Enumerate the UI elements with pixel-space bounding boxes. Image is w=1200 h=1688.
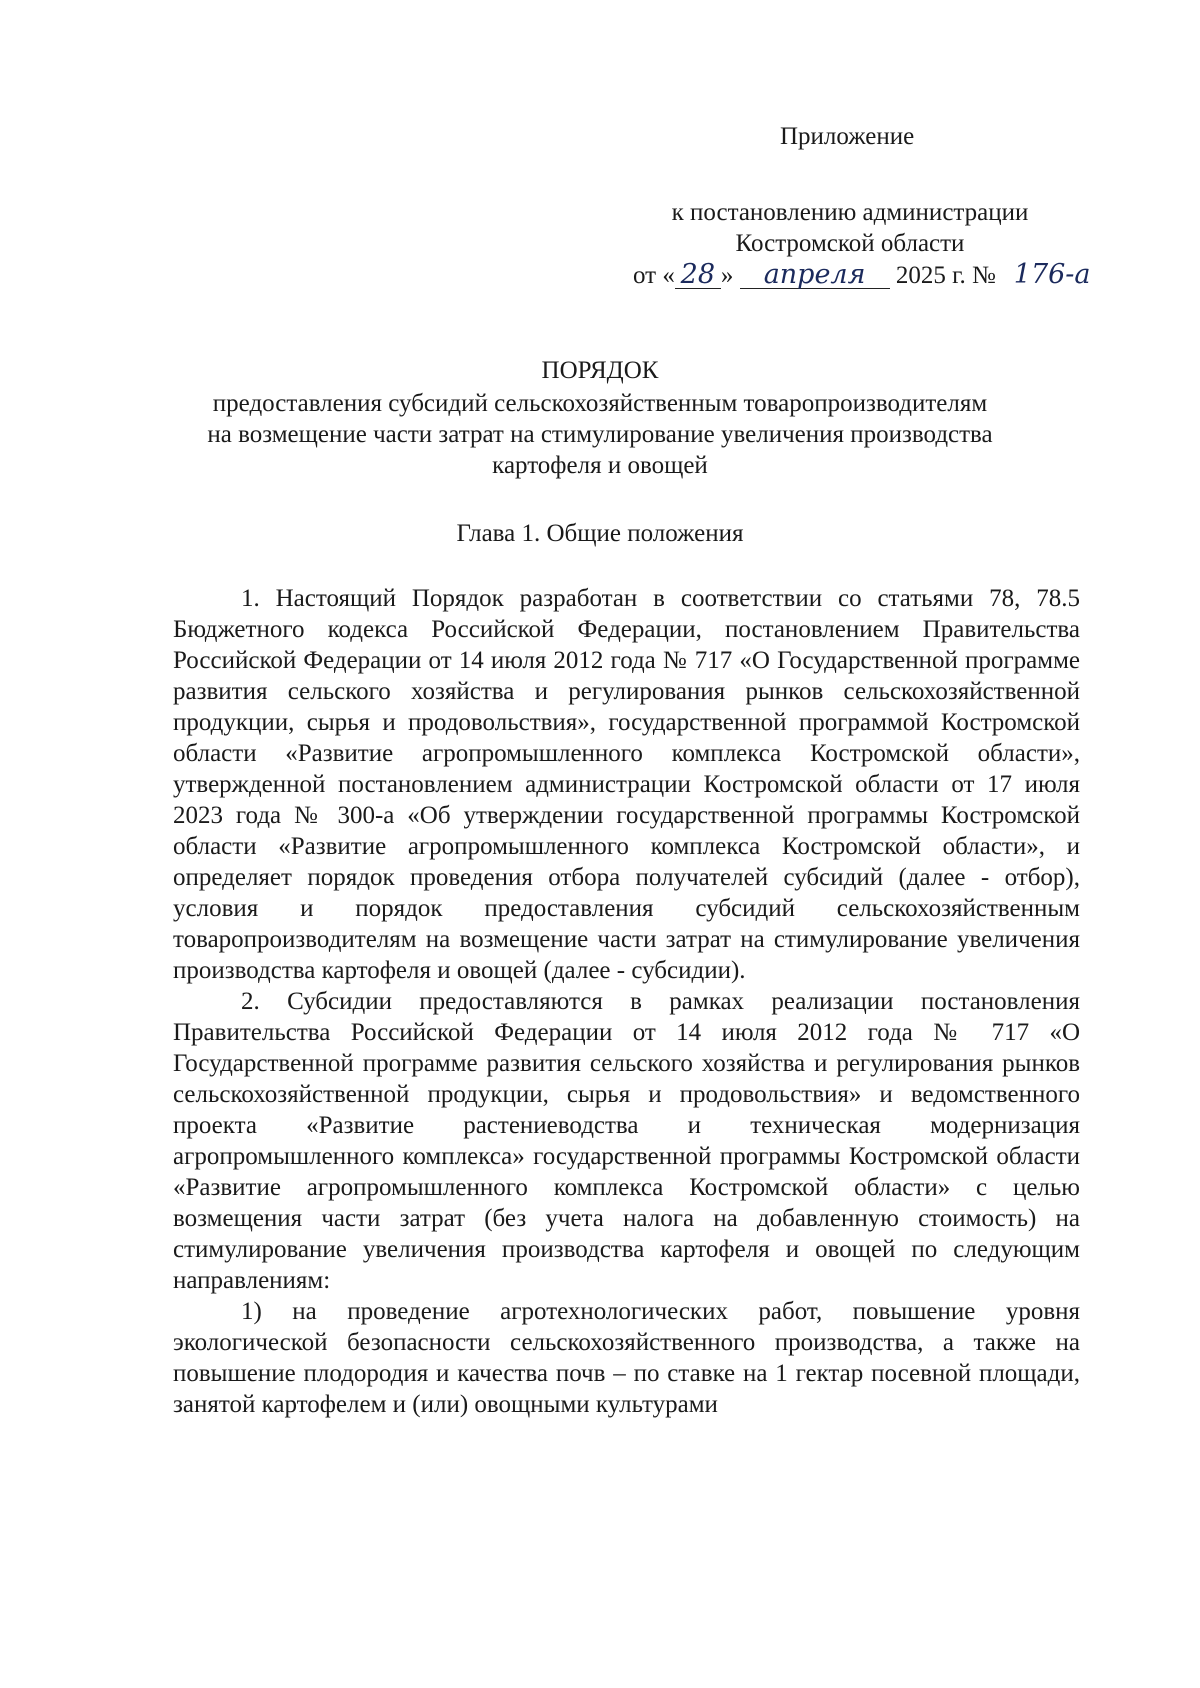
date-month-handwritten: апреля [740,262,890,289]
paragraph-3: 1) на проведение агротехнологических работ, повышение уровня экологической безопасности сельскохозяйственного производства, а также на повышение плодородия и качества почв – по ставке на 1 гектар посевной площади, занятой картофелем и (или) овощными культурами [173,1298,1080,1418]
date-mid: » [720,262,734,289]
subtitle-line-3: картофеля и овощей [492,452,708,479]
chapter-heading: Глава 1. Общие положения [456,520,744,547]
document-title: ПОРЯДОК [541,357,659,384]
subtitle-line-2: на возмещение части затрат на стимулирование увеличения производства [207,421,993,448]
document-body [173,583,1080,1420]
resolution-date-line [633,260,1102,291]
appendix-label: Приложение [780,123,915,150]
resolution-reference [600,197,1100,259]
resolution-line-2: Костромской области [735,230,965,257]
date-day-handwritten: 28 [675,262,721,289]
date-prefix: от « [633,262,675,289]
date-year: 2025 г. № [895,262,996,289]
resolution-line-1: к постановлению администрации [671,199,1029,226]
subtitle-line-1: предоставления субсидий сельскохозяйственным товаропроизводителям [212,390,988,417]
document-subtitle [120,388,1080,481]
paragraph-1: 1. Настоящий Порядок разработан в соответствии со статьями 78, 78.5 Бюджетного кодекса Российской Федерации, постановлением Правительства Российской Федерации от 14 июля 2012 года № 717 «О Государственной программе развития сельского хозяйства и регулирования рынков сельскохозяйственной продукции, сырья и продовольствия», государственной программой Костромской области «Развитие агропромышленного комплекса Костромской области», утвержденной постановлением администрации Костромской области от 17 июля 2023 года № 300-а «Об утверждении государственной программы Костромской области «Развитие агропромышленного комплекса Костромской области», и определяет порядок проведения отбора получателей субсидий (далее - отбор), условия и порядок предоставления субсидий сельскохозяйственным товаропроизводителям на возмещение части затрат на стимулирование увеличения производства картофеля и овощей (далее - субсидии). [173,585,1080,984]
paragraph-2: 2. Субсидии предоставляются в рамках реализации постановления Правительства Российской Федерации от 14 июля 2012 года № 717 «О Государственной программе развития сельского хозяйства и регулирования рынков сельскохозяйственной продукции, сырья и продовольствия» и ведомственного проекта «Развитие растениеводства и техническая модернизация агропромышленного комплекса» государственной программы Костромской области «Развитие агропромышленного комплекса Костромской области» с целью возмещения части затрат (без учета налога на добавленную стоимость) на стимулирование увеличения производства картофеля и овощей по следующим направлениям: [173,988,1080,1294]
document-number-handwritten: 176-а [1013,259,1091,290]
